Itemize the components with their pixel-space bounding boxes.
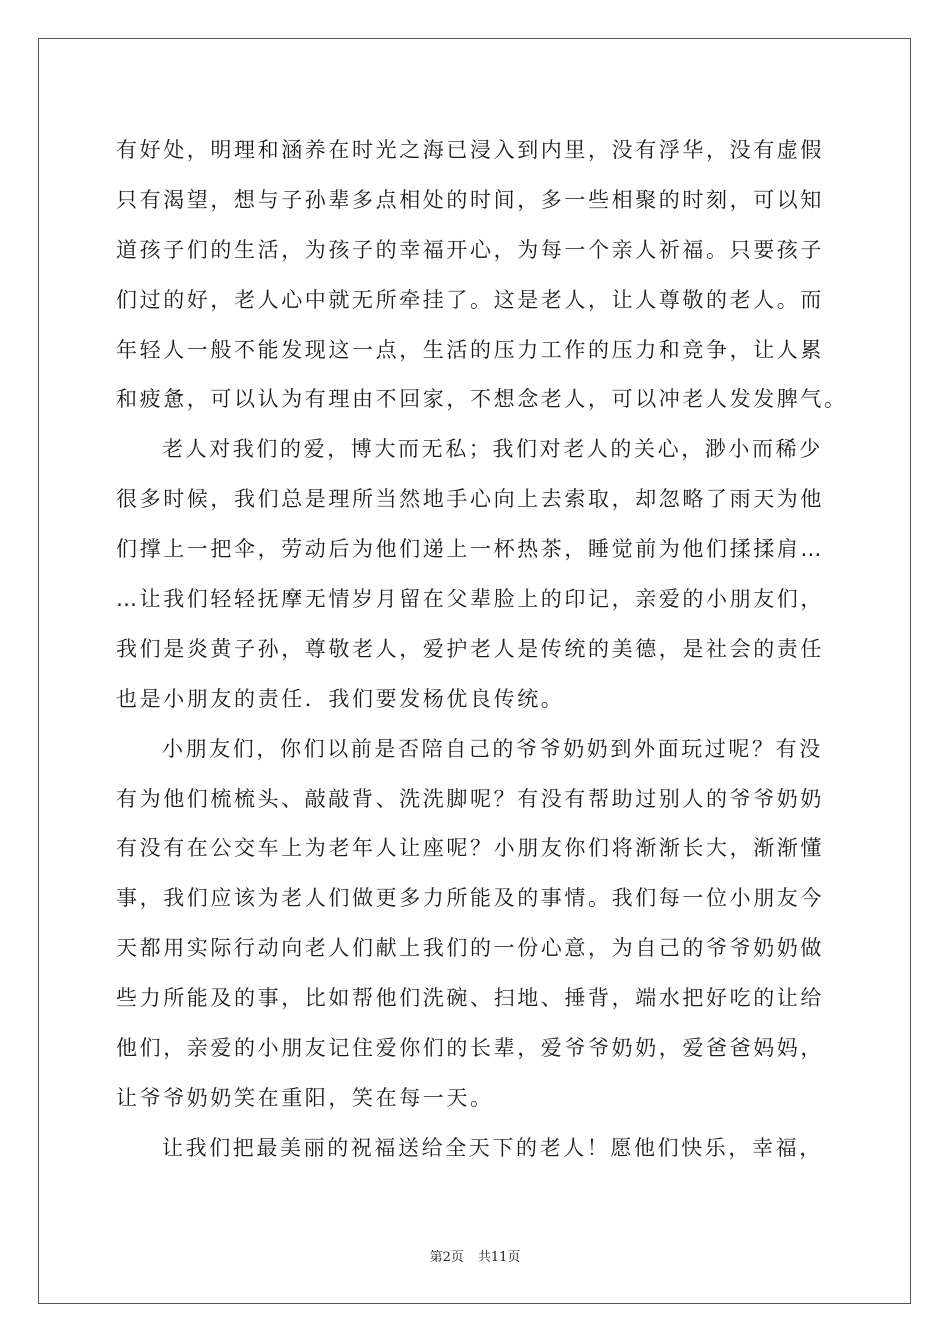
text-line: 年轻人一般不能发现这一点，生活的压力工作的压力和竞争，让人累 [116,337,824,362]
paragraph [116,725,836,1124]
text-line: 小朋友们，你们以前是否陪自己的爷爷奶奶到外面玩过呢？有没 [162,736,823,761]
text-line: 有没有在公交车上为老年人让座呢？小朋友你们将渐渐长大，渐渐懂 [116,836,824,861]
text-line: 很多时候，我们总是理所当然地手心向上去索取，却忽略了雨天为他 [116,487,824,512]
document-body [116,126,848,1174]
text-line: 老人对我们的爱，博大而无私；我们对老人的关心，渺小而稀少 [162,437,823,462]
page-number: 第2页 [429,1250,464,1265]
paragraph [116,425,836,724]
text-line: 们过的好，老人心中就无所牵挂了。这是老人，让人尊敬的老人。而 [116,287,824,312]
text-line: 让我们把最美丽的祝福送给全天下的老人！愿他们快乐，幸福， [162,1135,823,1160]
text-line: 们撑上一把伞，劳动后为他们递上一杯热茶，睡觉前为他们揉揉肩… [116,537,824,562]
text-line: 天都用实际行动向老人们献上我们的一份心意，为自己的爷爷奶奶做 [116,936,824,961]
paragraph [116,126,848,425]
text-line: 事，我们应该为老人们做更多力所能及的事情。我们每一位小朋友今 [116,886,824,911]
text-line: 些力所能及的事，比如帮他们洗碗、扫地、捶背，端水把好吃的让给 [116,986,824,1011]
text-line: 有好处，明理和涵养在时光之海已浸入到内里，没有浮华，没有虚假 [116,138,824,162]
text-line: 也是小朋友的责任．我们要发杨优良传统。 [116,686,565,711]
text-line: 有为他们梳梳头、敲敲背、洗洗脚呢？有没有帮助过别人的爷爷奶奶 [116,786,824,811]
text-line: 让爷爷奶奶笑在重阳，笑在每一天。 [116,1085,494,1110]
text-line: 他们，亲爱的小朋友记住爱你们的长辈，爱爷爷奶奶，爱爸爸妈妈， [116,1036,824,1061]
text-line: 道孩子们的生活，为孩子的幸福开心，为每一个亲人祈福。只要孩子 [116,237,824,262]
page-footer [0,1246,950,1265]
paragraph [116,1124,836,1174]
text-line: 我们是炎黄子孙，尊敬老人，爱护老人是传统的美德，是社会的责任 [116,636,824,661]
text-line: 只有渴望，想与子孙辈多点相处的时间，多一些相聚的时刻，可以知 [116,187,824,212]
text-line: …让我们轻轻抚摩无情岁月留在父辈脸上的印记，亲爱的小朋友们， [116,587,824,612]
text-line: 和疲惫，可以认为有理由不回家，不想念老人，可以冲老人发发脾气。 [116,387,848,412]
page-total: 共11页 [477,1250,521,1265]
